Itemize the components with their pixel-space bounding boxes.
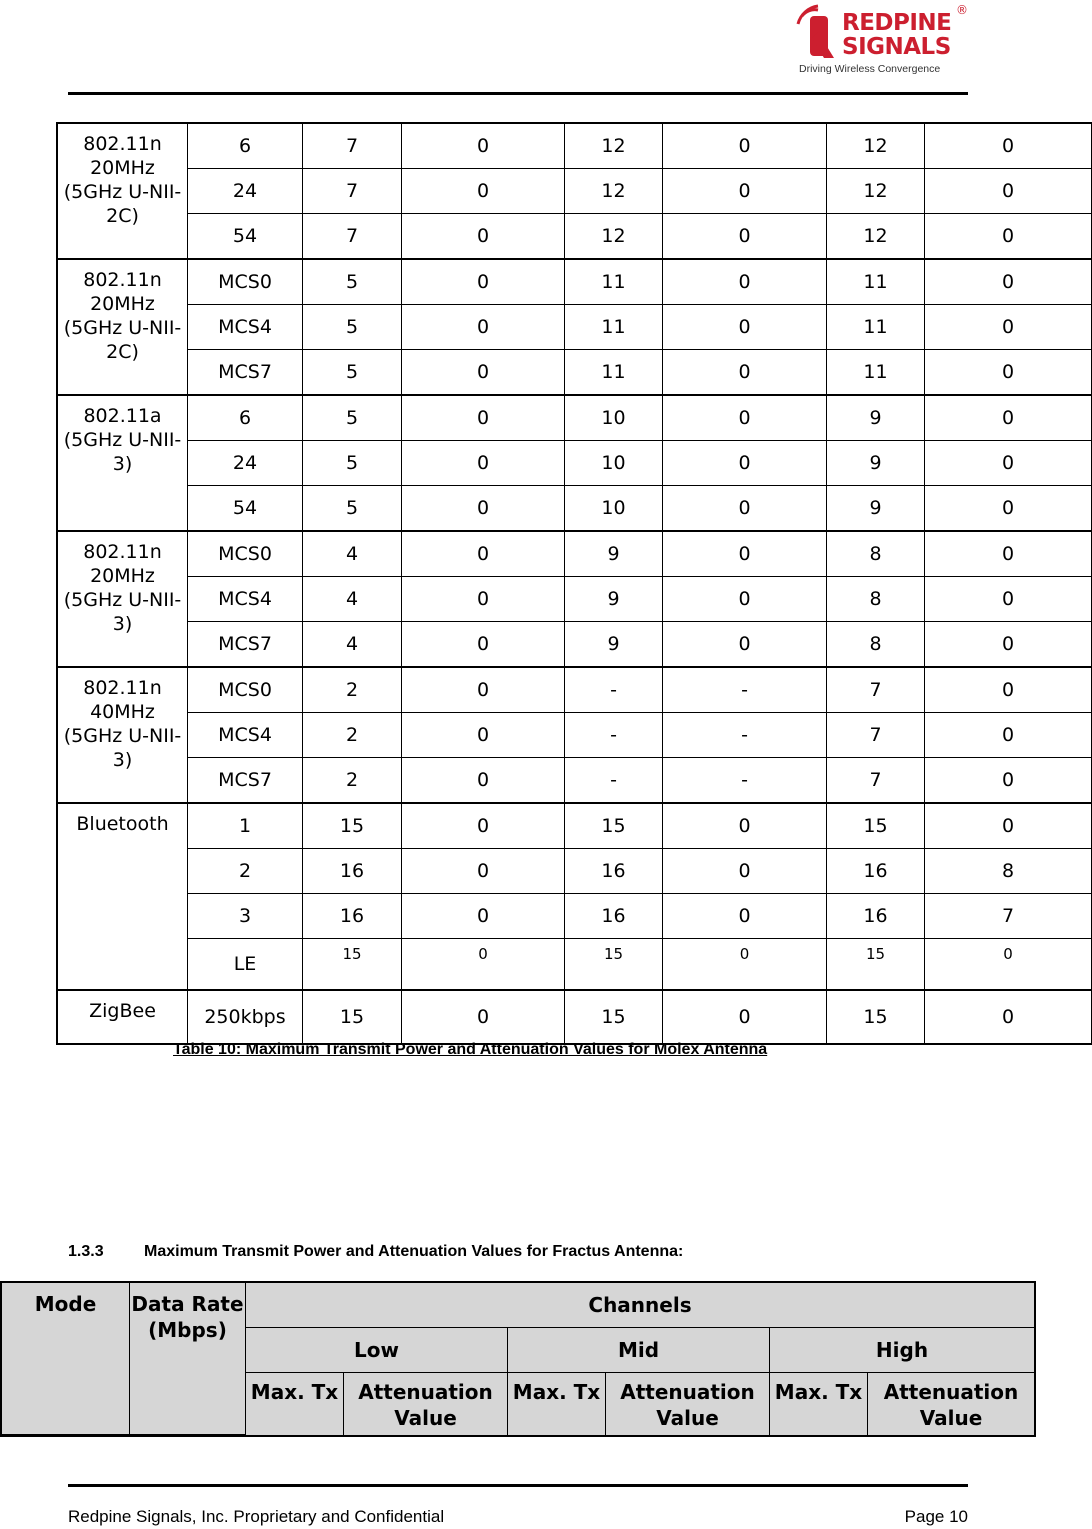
table-row [58, 622, 1091, 668]
table-cell: 0 [925, 260, 1091, 305]
table-cell: 0 [925, 169, 1091, 214]
table-cell: 0 [402, 260, 565, 305]
table-cell: 10 [565, 441, 663, 486]
table-cell: 54 [188, 214, 303, 260]
table-cell: 10 [565, 396, 663, 441]
table-row [58, 577, 1091, 622]
table-cell: 0 [402, 396, 565, 441]
table-cell: 6 [188, 396, 303, 441]
table-cell: 15 [565, 804, 663, 849]
table-cell: 15 [303, 804, 402, 849]
table-cell: MCS0 [188, 668, 303, 713]
table-cell: 0 [402, 124, 565, 169]
table-cell: 8 [827, 577, 925, 622]
section-number: 1.3.3 [68, 1243, 104, 1260]
table-cell: 0 [663, 441, 827, 486]
table-cell: 0 [663, 350, 827, 396]
table-caption: Table 10: Maximum Transmit Power and Attenuation Values for Molex Antenna [173, 1041, 768, 1058]
table-cell: 12 [827, 214, 925, 260]
table-cell: 54 [188, 486, 303, 532]
table-cell: 0 [663, 169, 827, 214]
table-cell: 0 [663, 577, 827, 622]
table-row [58, 849, 1091, 894]
table-cell: 0 [402, 577, 565, 622]
mode-cell: ZigBee [58, 991, 188, 1043]
table-cell: 5 [303, 486, 402, 532]
table-cell: - [565, 713, 663, 758]
table-row [58, 350, 1091, 396]
table-cell: 250kbps [188, 991, 303, 1043]
table-row [58, 305, 1091, 350]
table-cell: 15 [303, 939, 402, 991]
table-cell: - [565, 758, 663, 804]
table-cell: 15 [827, 939, 925, 991]
mode-cell: 802.11a (5GHz U-NII-3) [58, 396, 188, 532]
table-cell: 9 [827, 396, 925, 441]
table-cell: 24 [188, 441, 303, 486]
table-cell: 0 [925, 939, 1091, 991]
table-cell: 0 [402, 169, 565, 214]
table-cell: - [663, 668, 827, 713]
table-cell: MCS7 [188, 622, 303, 668]
table-cell: 0 [402, 350, 565, 396]
table-cell: 12 [827, 124, 925, 169]
table-row [58, 894, 1091, 939]
low-max-tx-header: Max. Tx [246, 1373, 344, 1435]
table-cell: 5 [303, 441, 402, 486]
table-cell: 0 [402, 894, 565, 939]
table-cell: 12 [565, 214, 663, 260]
table-cell: 0 [663, 305, 827, 350]
table-cell: 11 [565, 350, 663, 396]
table-cell: 15 [565, 939, 663, 991]
table-cell: 9 [565, 622, 663, 668]
table-row [58, 532, 1091, 577]
table-cell: 4 [303, 577, 402, 622]
table-cell: 0 [663, 532, 827, 577]
table-cell: 15 [565, 991, 663, 1043]
table-cell: 7 [925, 894, 1091, 939]
table-row [58, 214, 1091, 260]
table-cell: 0 [402, 758, 565, 804]
table-row [58, 396, 1091, 441]
section-title: Maximum Transmit Power and Attenuation Values for Fractus Antenna: [144, 1243, 684, 1260]
table-cell: MCS4 [188, 305, 303, 350]
table-cell: 11 [827, 350, 925, 396]
table-cell: 0 [402, 622, 565, 668]
table-cell: 0 [402, 441, 565, 486]
table-cell: 12 [565, 124, 663, 169]
table-cell: LE [188, 939, 303, 991]
high-header: High [770, 1328, 1034, 1373]
table-cell: 0 [663, 804, 827, 849]
table-cell: 1 [188, 804, 303, 849]
table-cell: 0 [1001, 1006, 1015, 1028]
table-cell: 12 [565, 169, 663, 214]
table-cell: 2 [303, 668, 402, 713]
table-cell: 7 [303, 214, 402, 260]
table-cell: 0 [402, 305, 565, 350]
table-row [58, 169, 1091, 214]
table-cell: 12 [827, 169, 925, 214]
table-cell: 0 [663, 486, 827, 532]
table-cell: 5 [303, 396, 402, 441]
table-cell: 0 [663, 396, 827, 441]
molex-power-table [56, 122, 1092, 1045]
table-cell: 16 [303, 849, 402, 894]
logo-tagline: Driving Wireless Convergence [799, 63, 941, 75]
table-cell: - [663, 713, 827, 758]
logo-line1: REDPINE [842, 10, 952, 36]
mode-cell: 802.11n 20MHz (5GHz U-NII-2C) [58, 260, 188, 396]
table-cell: 0 [402, 214, 565, 260]
table-cell: MCS4 [188, 713, 303, 758]
table-cell: 2 [303, 713, 402, 758]
table-row [58, 668, 1091, 713]
table-cell: 9 [827, 486, 925, 532]
table-cell: 16 [565, 849, 663, 894]
table-row [58, 939, 1091, 991]
table-cell: 24 [188, 169, 303, 214]
table-cell: 3 [188, 894, 303, 939]
table-cell: 9 [565, 532, 663, 577]
table-cell: 5 [303, 305, 402, 350]
logo-line2: SIGNALS [842, 34, 951, 60]
table-cell: 15 [303, 991, 402, 1043]
mid-attenuation-header: Attenuation Value [606, 1373, 770, 1435]
redpine-logo [796, 2, 968, 76]
table-cell: 16 [565, 894, 663, 939]
table-row [58, 804, 1091, 849]
table-cell: 0 [663, 991, 827, 1043]
channels-header: Channels [246, 1283, 1034, 1328]
mode-header: Mode [2, 1283, 130, 1435]
table-cell: 6 [188, 124, 303, 169]
mode-cell: 802.11n 40MHz (5GHz U-NII-3) [58, 668, 188, 804]
table-cell: 0 [925, 305, 1091, 350]
table-cell: 4 [303, 622, 402, 668]
mid-header: Mid [508, 1328, 770, 1373]
data-rate-header: Data Rate (Mbps) [130, 1283, 246, 1435]
section-heading [68, 1243, 683, 1261]
table-row [58, 713, 1091, 758]
table-cell: 16 [827, 849, 925, 894]
table-cell: 5 [303, 350, 402, 396]
table-row [58, 441, 1091, 486]
table-cell: 0 [402, 486, 565, 532]
table-cell: 10 [565, 486, 663, 532]
table-cell: 7 [827, 668, 925, 713]
table-cell: 8 [827, 532, 925, 577]
table-cell: 16 [303, 894, 402, 939]
table-row [58, 758, 1091, 804]
table-cell: 0 [402, 991, 565, 1043]
table-cell: 11 [565, 305, 663, 350]
table-cell: 0 [402, 849, 565, 894]
table-row [58, 991, 1091, 1043]
page-number: Page 10 [904, 1507, 968, 1526]
table-cell: 0 [925, 622, 1091, 668]
table-cell: 0 [925, 441, 1091, 486]
table-cell: 7 [827, 713, 925, 758]
fractus-header-table [0, 1281, 1036, 1437]
table-cell: MCS0 [188, 532, 303, 577]
table-cell: 0 [402, 939, 565, 991]
table-cell: 11 [565, 260, 663, 305]
header-rule [68, 92, 968, 95]
footer-rule [68, 1484, 968, 1487]
low-attenuation-header: Attenuation Value [344, 1373, 508, 1435]
table-cell: 0 [663, 849, 827, 894]
table-cell: 2 [303, 758, 402, 804]
table-cell: 0 [925, 486, 1091, 532]
table-cell: 15 [827, 804, 925, 849]
high-attenuation-header: Attenuation Value [868, 1373, 1034, 1435]
table-cell: 0 [663, 260, 827, 305]
table-cell: 4 [303, 532, 402, 577]
table-cell: 0 [663, 622, 827, 668]
table-cell: 8 [925, 849, 1091, 894]
table-cell: 0 [925, 532, 1091, 577]
table-cell: 0 [925, 758, 1091, 804]
table-cell: 0 [925, 713, 1091, 758]
table-cell: - [663, 758, 827, 804]
table-cell: 9 [565, 577, 663, 622]
logo-mark-icon [798, 6, 834, 58]
table-cell: 0 [663, 894, 827, 939]
table-cell: 7 [827, 758, 925, 804]
table-cell: 0 [925, 577, 1091, 622]
mode-cell: 802.11n 20MHz (5GHz U-NII-2C) [58, 124, 188, 260]
mid-max-tx-header: Max. Tx [508, 1373, 606, 1435]
mode-cell: Bluetooth [58, 804, 188, 991]
table-cell: 11 [827, 260, 925, 305]
table-cell: 5 [303, 260, 402, 305]
table-cell: MCS0 [188, 260, 303, 305]
table-cell: 16 [827, 894, 925, 939]
table-cell: MCS4 [188, 577, 303, 622]
table-cell: MCS7 [188, 758, 303, 804]
table-cell: 0 [925, 396, 1091, 441]
table-cell: 0 [402, 532, 565, 577]
table-cell: 0 [663, 214, 827, 260]
table-cell: 0 [663, 939, 827, 991]
footer-confidential: Redpine Signals, Inc. Proprietary and Confidential [68, 1507, 445, 1526]
table-cell: 7 [303, 124, 402, 169]
table-cell: 0 [402, 668, 565, 713]
low-header: Low [246, 1328, 508, 1373]
mode-cell: 802.11n 20MHz (5GHz U-NII-3) [58, 532, 188, 668]
table-cell: 0 [925, 124, 1091, 169]
table-row [58, 124, 1091, 169]
table-cell: 0 [402, 804, 565, 849]
table-cell: 8 [827, 622, 925, 668]
table-cell: 0 [663, 124, 827, 169]
table-cell: 0 [925, 668, 1091, 713]
table-cell: - [565, 668, 663, 713]
table-cell: 0 [925, 804, 1091, 849]
table-cell: 11 [827, 305, 925, 350]
table-cell: 15 [827, 991, 925, 1043]
table-cell: 0 [925, 350, 1091, 396]
registered-mark: ® [956, 3, 968, 17]
table-cell: 9 [827, 441, 925, 486]
table-cell: MCS7 [188, 350, 303, 396]
table-cell: 7 [303, 169, 402, 214]
high-max-tx-header: Max. Tx [770, 1373, 868, 1435]
table-row [58, 486, 1091, 532]
table-cell: 2 [188, 849, 303, 894]
table-cell: 0 [925, 214, 1091, 260]
table-cell: 0 [402, 713, 565, 758]
table-row [58, 260, 1091, 305]
